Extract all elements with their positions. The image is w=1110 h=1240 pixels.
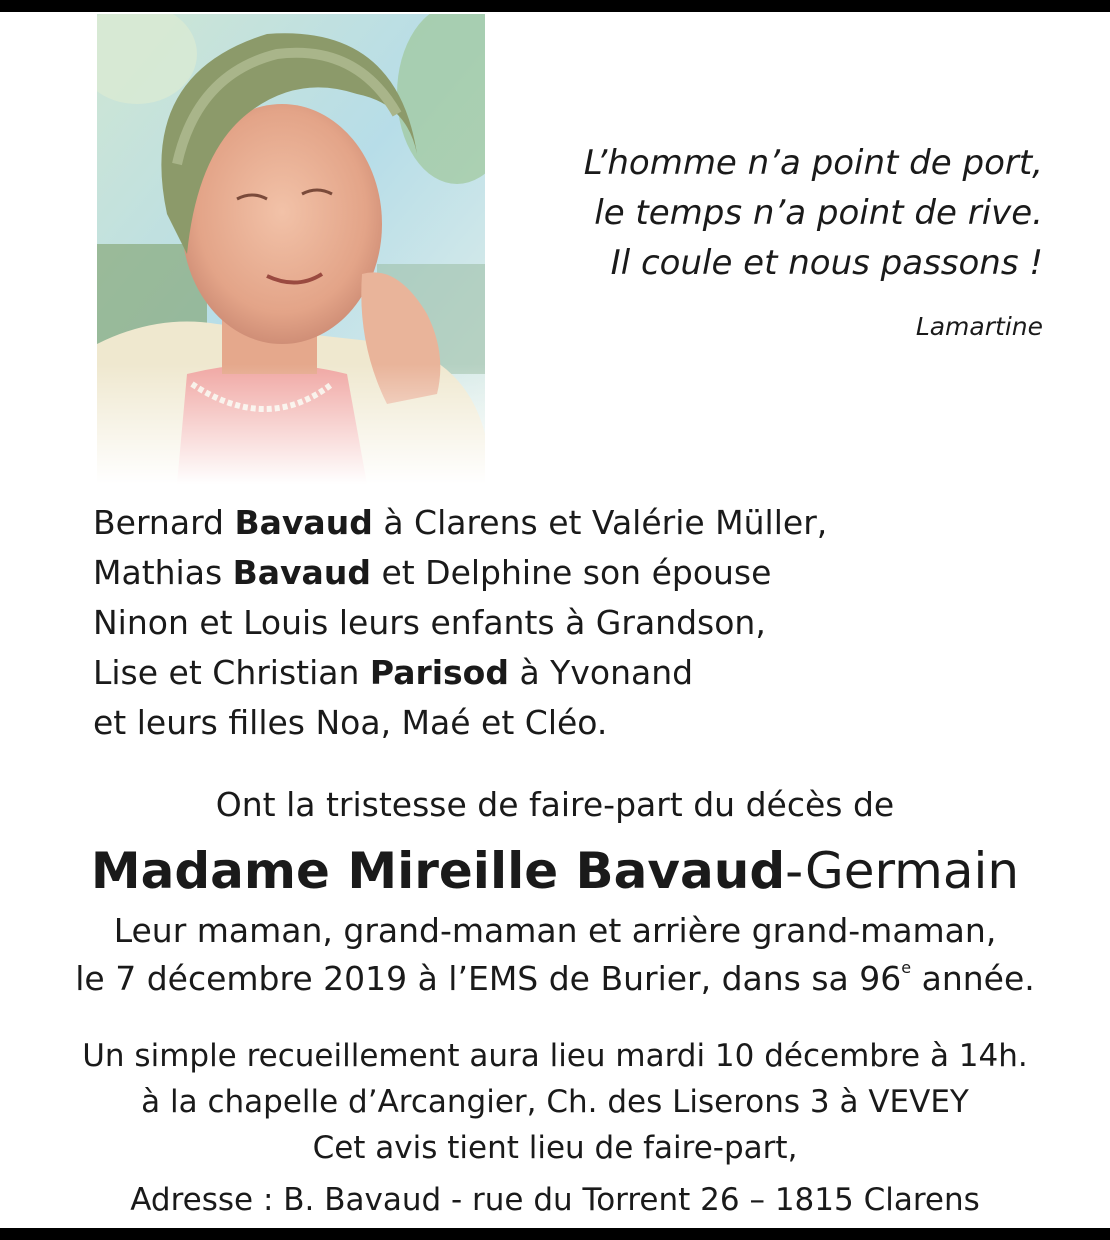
relation-text <box>0 907 1110 1003</box>
deceased-name: Madame Mireille Bavaud-Germain <box>90 842 1020 900</box>
quote-author: Lamartine <box>915 312 1043 341</box>
service-line: à la chapelle d’Arcangier, Ch. des Liserons 3 à VEVEY <box>141 1084 969 1120</box>
quote-line: Il coule et nous passons ! <box>610 243 1043 283</box>
family-line: et leurs filles Noa, Maé et Cléo. <box>93 703 608 742</box>
family-line: Lise et Christian Parisod à Yvonand <box>93 653 694 692</box>
announcement: Ont la tristesse de faire-part du décès de <box>215 785 895 824</box>
family-list <box>93 498 827 748</box>
service-line: Un simple recueillement aura lieu mardi 10 décembre à 14h. <box>82 1038 1028 1074</box>
service-info <box>0 1033 1110 1223</box>
family-line: Ninon et Louis leurs enfants à Grandson, <box>93 603 766 642</box>
family-line: Bernard Bavaud à Clarens et Valérie Müller, <box>93 503 828 542</box>
quote <box>584 138 1043 288</box>
service-line: Cet avis tient lieu de faire-part, <box>312 1130 798 1166</box>
contact-address: Adresse : B. Bavaud - rue du Torrent 26 – 1815 Clarens <box>130 1182 980 1218</box>
quote-line: le temps n’a point de rive. <box>594 193 1043 233</box>
quote-line: L’homme n’a point de port, <box>583 143 1043 183</box>
top-border <box>0 0 1110 12</box>
family-line: Mathias Bavaud et Delphine son épouse <box>93 553 772 592</box>
relation-line: le 7 décembre 2019 à l’EMS de Burier, dans sa 96e année. <box>75 958 1035 998</box>
relation-line: Leur maman, grand-maman et arrière grand-maman, <box>113 911 997 950</box>
portrait-photo <box>97 14 485 484</box>
bottom-border <box>0 1228 1110 1240</box>
